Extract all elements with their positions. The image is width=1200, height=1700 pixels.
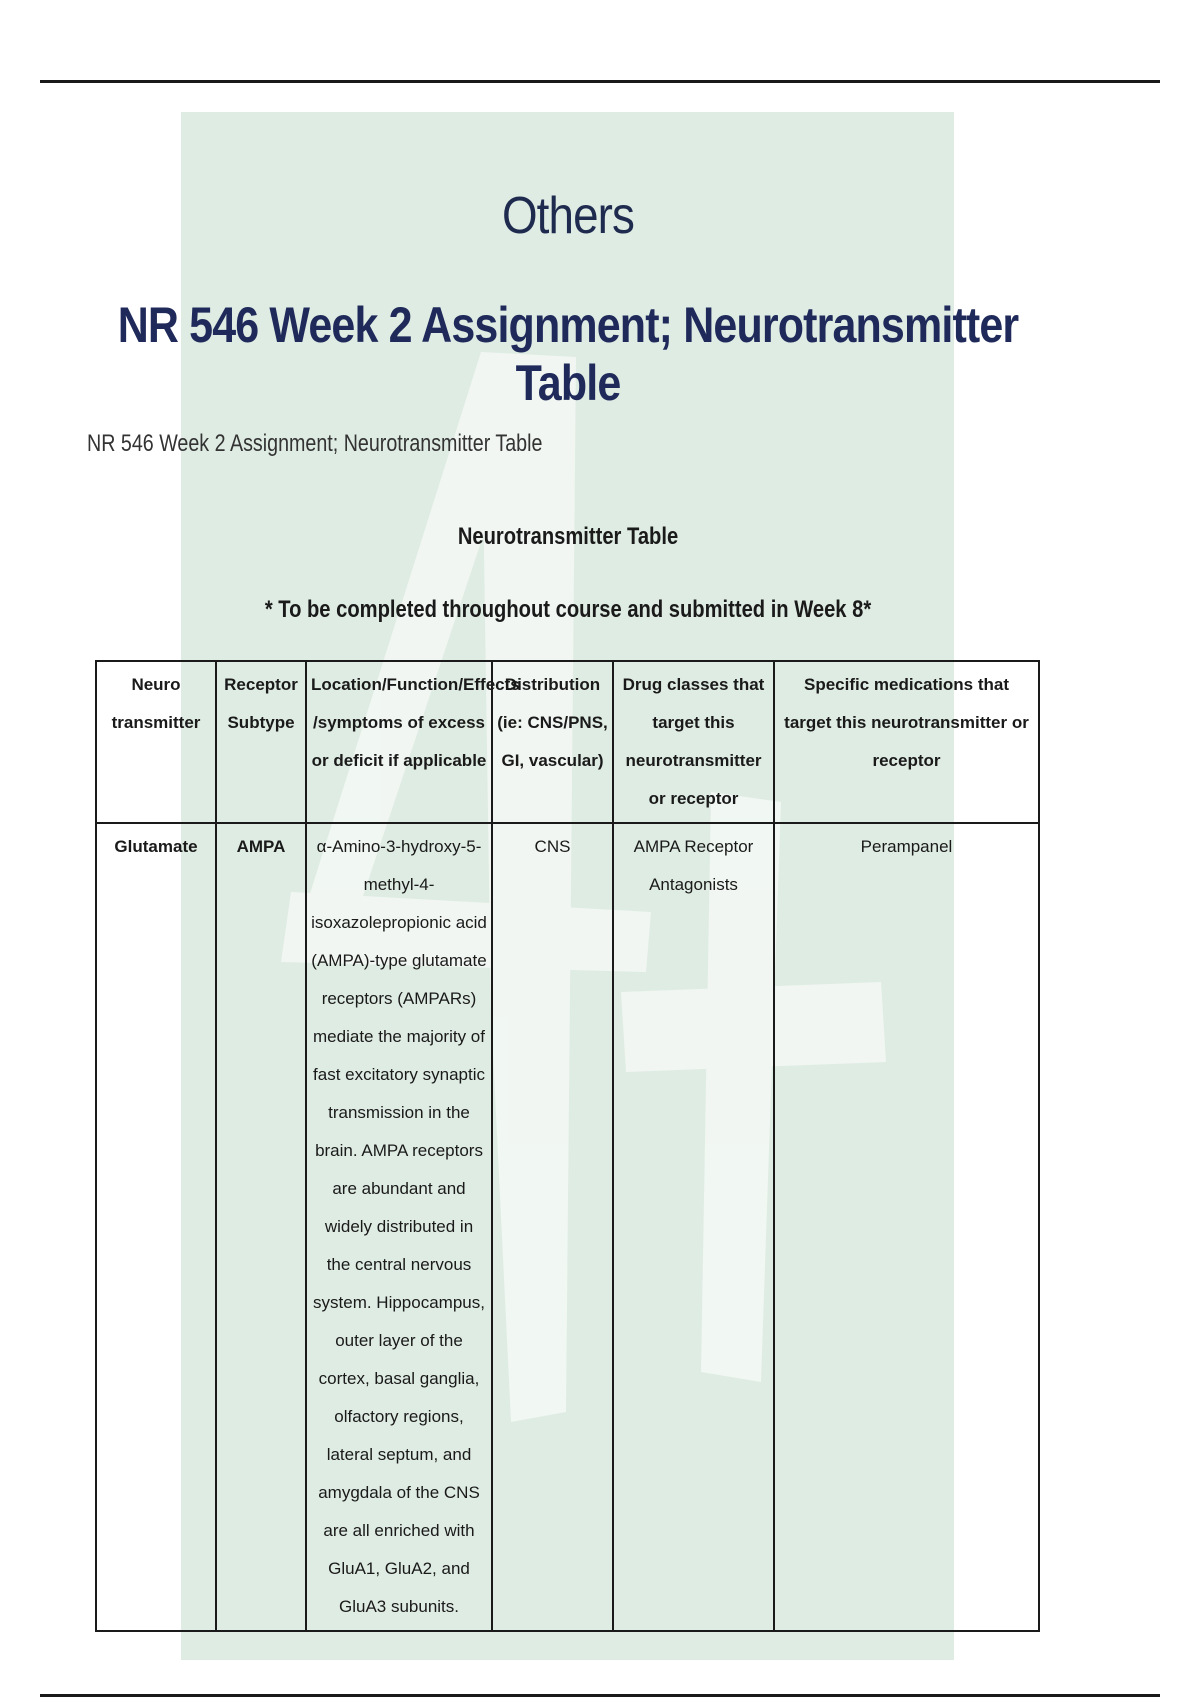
cell-drug-classes: AMPA Receptor Antagonists (613, 823, 774, 1631)
header-medications: Specific medications that target this neurotransmitter or receptor (774, 661, 1039, 823)
document-kicker: Others (501, 187, 635, 245)
table-heading: Neurotransmitter Table (457, 523, 679, 550)
document-subtitle: NR 546 Week 2 Assignment; Neurotransmitter Table (87, 430, 543, 457)
cell-location-function: α-Amino-3-hydroxy-5-methyl-4-isoxazolepropionic acid (AMPA)-type glutamate receptors (AMPARs) mediate the majority of fast excitatory synaptic transmission in the brain. AMPA receptors are abundant and widely distributed in the central nervous system. Hippocampus, outer layer of the cortex, basal ganglia, olfactory regions, lateral septum, and amygdala of the CNS are all enriched with GluA1, GluA2, and GluA3 subunits. (306, 823, 492, 1631)
bottom-rule (40, 1694, 1160, 1697)
document-title: NR 546 Week 2 Assignment; Neurotransmitter Table (117, 297, 1019, 411)
header-drug-classes: Drug classes that target this neurotransmitter or receptor (613, 661, 774, 823)
cell-distribution: CNS (492, 823, 613, 1631)
table-row (96, 823, 1039, 1631)
header-neurotransmitter: Neuro transmitter (96, 661, 216, 823)
table-note: * To be completed throughout course and submitted in Week 8* (264, 596, 872, 623)
header-distribution: Distribution (ie: CNS/PNS, GI, vascular) (492, 661, 613, 823)
cell-medications: Perampanel (774, 823, 1039, 1631)
neurotransmitter-table (95, 660, 1040, 1632)
cell-neurotransmitter: Glutamate (96, 823, 216, 1631)
header-location-function: Location/Function/Effects /symptoms of excess or deficit if applicable (306, 661, 492, 823)
cell-receptor-subtype: AMPA (216, 823, 306, 1631)
header-receptor-subtype: Receptor Subtype (216, 661, 306, 823)
table-header-row (96, 661, 1039, 823)
